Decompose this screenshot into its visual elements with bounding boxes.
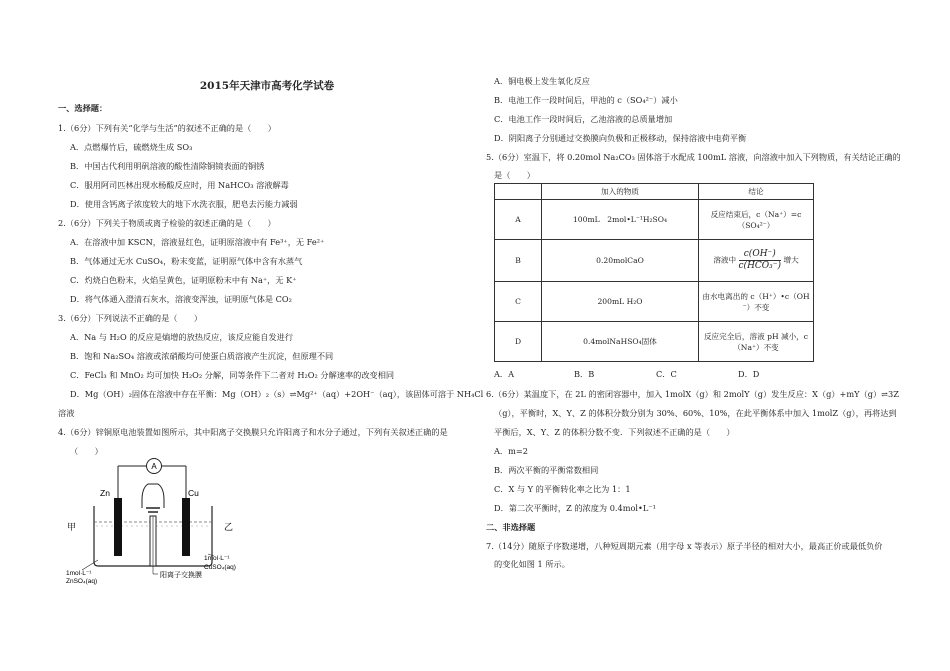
- q2-stem: 2.（6分）下列关于物质或离子检验的叙述正确的是（ ）: [58, 218, 276, 228]
- q6-option-c: C．X 与 Y 的平衡转化率之比为 1：1: [494, 484, 631, 494]
- row-conclusion: 溶液中 $\frac{c(OH^-)}{\text{c(HCO₃⁻)}}$ 增大: [699, 240, 814, 282]
- q5-choice-b: B．B: [574, 369, 595, 379]
- table-row: [495, 240, 814, 282]
- row-substance: 200mL H₂O: [542, 282, 699, 322]
- q6-option-a: A．m=2: [494, 446, 528, 456]
- q3-stem: 3.（6分）下列说法不正确的是（ ）: [58, 313, 203, 323]
- row-label: A: [495, 200, 542, 240]
- table-header: 结论: [699, 184, 814, 200]
- zn-label: Zn: [100, 488, 110, 498]
- cu-label: Cu: [188, 488, 199, 498]
- row-substance: 0.20molCaO: [542, 240, 699, 282]
- q7-stem-line1: 7.（14分）随原子序数递增，八种短周期元素（用字母 x 等表示）原子半径的相对大小，最高正价或最低负价: [486, 541, 883, 551]
- q5-choice-c: C．C: [656, 369, 677, 379]
- ammeter-label: A: [151, 462, 157, 471]
- table-row: [495, 282, 814, 322]
- row-conclusion: 反应完全后，溶液 pH 减小，c （Na⁺）不变: [699, 322, 814, 362]
- left-concentration: 1mol·L⁻¹: [66, 570, 92, 577]
- q4-stem: 4.（6分）锌铜原电池装置如图所示，其中阳离子交换膜只允许阳离子和水分子通过，下列有关叙述正确的是: [58, 427, 448, 437]
- q3-option-c: C．FeCl₃ 和 MnO₂ 均可加快 H₂O₂ 分解，同等条件下二者对 H₂O₂ 分解速率的改变相同: [70, 370, 395, 380]
- q1-option-c: C．服用阿司匹林出现水杨酸反应时，用 NaHCO₃ 溶液解毒: [70, 180, 289, 190]
- left-solution: ZnSO₄(aq): [66, 578, 98, 585]
- q2-option-d: D．将气体通入澄清石灰水，溶液变浑浊，证明原气体是 CO₂: [70, 294, 292, 304]
- table-row: [495, 322, 814, 362]
- right-cell-label: 乙: [224, 522, 234, 532]
- q5-choice-a: A．A: [494, 369, 515, 379]
- row-conclusion: 反应结束后，c（Na⁺）=c （SO₄²⁻）: [699, 200, 814, 240]
- row-conclusion: 由水电离出的 c（H⁺）•c（OH ⁻）不变: [699, 282, 814, 322]
- q4-option-b: B．电池工作一段时间后，甲池的 c（SO₄²⁻）减小: [494, 95, 678, 105]
- ratio-fraction: $\frac{c(OH^-)}{\text{c(HCO₃⁻)}}$: [738, 249, 782, 271]
- q4-option-d: D．阴阳离子分别通过交换膜向负极和正极移动，保持溶液中电荷平衡: [494, 133, 747, 143]
- q6-stem-line2: （g），平衡时，X、Y、Z 的体积分数分别为 30%、60%、10%，在此平衡体系中加入 1molZ（g），再将达到: [494, 408, 897, 418]
- table-header: [495, 184, 542, 200]
- q5-stem: 5.（6分）室温下，将 0.20mol Na₂CO₃ 固体溶于水配成 100mL 溶液，向溶液中加入下列物质，有关结论正确的: [486, 152, 901, 162]
- table-row: [495, 200, 814, 240]
- galvanic-cell-figure: [62, 456, 262, 586]
- q1-option-b: B．中国古代利用明矾溶液的酸性清除铜镜表面的铜锈: [70, 161, 265, 171]
- q4-option-c: C．电池工作一段时间后，乙池溶液的总质量增加: [494, 114, 673, 124]
- q6-option-d: D．第二次平衡时，Z 的浓度为 0.4mol•L⁻¹: [494, 503, 656, 513]
- q5-stem-bracket: 是（ ）: [494, 170, 535, 180]
- q1-option-a: A．点燃爆竹后，硫燃烧生成 SO₃: [70, 142, 193, 152]
- right-concentration: 1mol·L⁻¹: [204, 555, 230, 562]
- q4-option-a: A．铜电极上发生氧化反应: [494, 76, 590, 86]
- row-label: C: [495, 282, 542, 322]
- q5-table: [494, 183, 814, 362]
- section-heading-nonchoice: 二、非选择题: [486, 522, 536, 532]
- q3-option-d: D．Mg（OH）₂固体在溶液中存在平衡：Mg（OH）₂（s）⇌Mg²⁺（aq）+2OH⁻（aq），该固体可溶于 NH₄Cl: [70, 389, 484, 399]
- zn-electrode: [114, 498, 122, 556]
- q4-stem-bracket: （ ）: [70, 446, 103, 456]
- table-header: 加入的物质: [542, 184, 699, 200]
- cu-electrode: [182, 498, 190, 556]
- left-cell-label: 甲: [67, 522, 77, 532]
- q6-option-b: B．两次平衡的平衡常数相同: [494, 465, 599, 475]
- page-title: 2015年天津市高考化学试卷: [199, 80, 335, 92]
- section-heading-choice: 一、选择题：: [58, 103, 108, 113]
- q6-stem-line1: 6.（6分）某温度下，在 2L 的密闭容器中，加入 1molX（g）和 2molY（g）发生反应：X（g）+mY（g）⇌3Z: [486, 389, 899, 399]
- row-label: D: [495, 322, 542, 362]
- q7-stem-line2: 的变化如图 1 所示。: [494, 559, 570, 569]
- q3-option-d-continued: 溶液: [58, 408, 75, 418]
- q5-choice-d: D．D: [738, 369, 760, 379]
- q3-option-a: A．Na 与 H₂O 的反应是熵增的放热反应，该反应能自发进行: [70, 332, 294, 342]
- q2-option-b: B．气体通过无水 CuSO₄，粉末变蓝，证明原气体中含有水蒸气: [70, 256, 303, 266]
- membrane-label: 阳离子交换膜: [160, 572, 202, 579]
- q2-option-a: A．在溶液中加 KSCN，溶液显红色，证明原溶液中有 Fe³⁺，无 Fe²⁺: [70, 237, 325, 247]
- q2-option-c: C．灼烧白色粉末，火焰呈黄色，证明原粉末中有 Na⁺，无 K⁺: [70, 275, 297, 285]
- q1-option-d: D．使用含钙离子浓度较大的地下水洗衣服，肥皂去污能力减弱: [70, 199, 298, 209]
- q1-stem: 1.（6分）下列有关“化学与生活”的叙述不正确的是（ ）: [58, 123, 276, 133]
- q3-option-b: B．饱和 Na₂SO₄ 溶液或浓硝酸均可使蛋白质溶液产生沉淀，但原理不同: [70, 351, 334, 361]
- right-solution: CuSO₄(aq): [204, 564, 236, 571]
- row-substance: 100mL 2mol•L⁻¹H₂SO₄: [542, 200, 699, 240]
- q6-stem-line3: 平衡后，X、Y、Z 的体积分数不变．下列叙述不正确的是（ ）: [494, 427, 735, 437]
- row-label: B: [495, 240, 542, 282]
- row-substance: 0.4molNaHSO₄固体: [542, 322, 699, 362]
